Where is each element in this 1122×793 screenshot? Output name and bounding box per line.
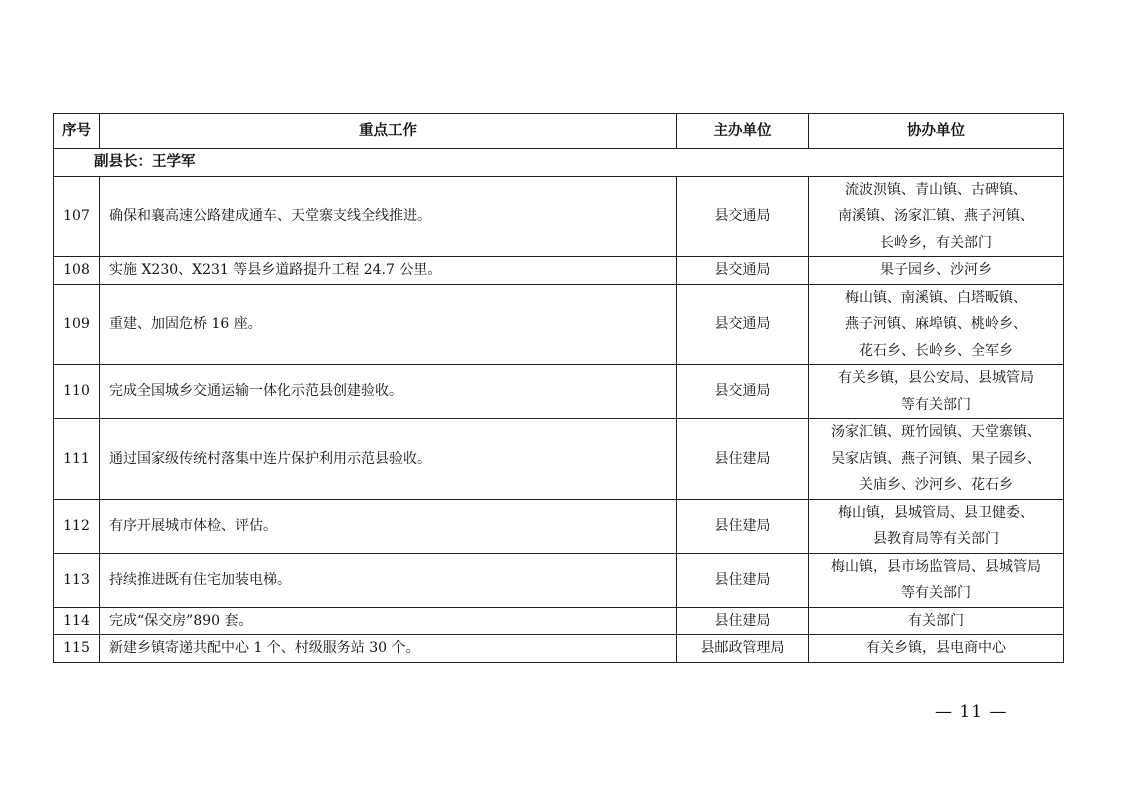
- row-assist-units: [809, 607, 1064, 635]
- row-assist-units: [809, 257, 1064, 285]
- assist-line: 燕子河镇、麻埠镇、桃岭乡、: [845, 316, 1027, 332]
- assist-line: 果子园乡、沙河乡: [880, 262, 992, 278]
- table-row: [54, 419, 1064, 500]
- row-assist-units: [809, 419, 1064, 500]
- row-number: 113: [54, 553, 100, 607]
- page-number: — 11 —: [935, 702, 1008, 722]
- row-number: 111: [54, 419, 100, 500]
- row-assist-units: [809, 499, 1064, 553]
- work-table: [53, 113, 1064, 663]
- header-no: 序号: [54, 114, 100, 149]
- assist-line: 吴家店镇、燕子河镇、果子园乡、: [831, 450, 1041, 467]
- row-lead-unit: 县住建局: [677, 419, 809, 500]
- assist-line: 梅山镇、南溪镇、白塔畈镇、: [845, 289, 1027, 306]
- row-assist-units: [809, 176, 1064, 257]
- table-row: [54, 635, 1064, 663]
- row-lead-unit: 县交通局: [677, 176, 809, 257]
- assist-line: 等有关部门: [901, 585, 971, 601]
- row-lead-unit: 县交通局: [677, 284, 809, 365]
- assist-line: 流波𬇙镇、青山镇、古碑镇、: [845, 181, 1027, 198]
- row-work: 新建乡镇寄递共配中心 1 个、村级服务站 30 个。: [100, 635, 677, 663]
- row-work: 确保和襄高速公路建成通车、天堂寨支线全线推进。: [100, 176, 677, 257]
- row-work: 实施 X230、X231 等县乡道路提升工程 24.7 公里。: [100, 257, 677, 285]
- row-assist-units: [809, 284, 1064, 365]
- table-row: [54, 607, 1064, 635]
- row-work: 重建、加固危桥 16 座。: [100, 284, 677, 365]
- header-assist: 协办单位: [809, 114, 1064, 149]
- assist-line: 梅山镇，县市场监管局、县城管局: [831, 558, 1041, 575]
- assist-line: 南溪镇、汤家汇镇、燕子河镇、: [838, 208, 1034, 224]
- assist-line: 县教育局等有关部门: [873, 531, 999, 547]
- row-lead-unit: 县住建局: [677, 499, 809, 553]
- assist-line: 有关乡镇，县电商中心: [866, 640, 1006, 656]
- table-header-row: [54, 114, 1064, 149]
- assist-line: 等有关部门: [901, 396, 971, 413]
- assist-line: 关庙乡、沙河乡、花石乡: [859, 477, 1013, 493]
- assist-line: 梅山镇，县城管局、县卫健委、: [838, 504, 1034, 521]
- table-row: [54, 176, 1064, 257]
- assist-line: 花石乡、长岭乡、全军乡: [859, 342, 1013, 359]
- table-row: [54, 284, 1064, 365]
- header-work: 重点工作: [100, 114, 677, 149]
- row-number: 115: [54, 635, 100, 663]
- assist-line: 有关部门: [908, 612, 964, 629]
- row-lead-unit: 县邮政管理局: [677, 635, 809, 663]
- table-row: [54, 553, 1064, 607]
- row-number: 107: [54, 176, 100, 257]
- row-number: 109: [54, 284, 100, 365]
- table-row: [54, 499, 1064, 553]
- group-label: 副县长：王学军: [54, 149, 1064, 177]
- row-number: 114: [54, 607, 100, 635]
- row-lead-unit: 县住建局: [677, 607, 809, 635]
- row-number: 108: [54, 257, 100, 285]
- row-work: 持续推进既有住宅加装电梯。: [100, 553, 677, 607]
- assist-line: 汤家汇镇、斑竹园镇、天堂寨镇、: [831, 424, 1041, 440]
- row-work: 通过国家级传统村落集中连片保护利用示范县验收。: [100, 419, 677, 500]
- group-row: [54, 149, 1064, 177]
- row-assist-units: [809, 553, 1064, 607]
- row-number: 112: [54, 499, 100, 553]
- row-work: 有序开展城市体检、评估。: [100, 499, 677, 553]
- row-lead-unit: 县交通局: [677, 257, 809, 285]
- row-lead-unit: 县住建局: [677, 553, 809, 607]
- row-assist-units: [809, 635, 1064, 663]
- row-number: 110: [54, 365, 100, 419]
- assist-line: 有关乡镇，县公安局、县城管局: [838, 370, 1034, 386]
- table-row: [54, 365, 1064, 419]
- row-lead-unit: 县交通局: [677, 365, 809, 419]
- table-row: [54, 257, 1064, 285]
- row-work: 完成“保交房”890 套。: [100, 607, 677, 635]
- header-lead: 主办单位: [677, 114, 809, 149]
- row-work: 完成全国城乡交通运输一体化示范县创建验收。: [100, 365, 677, 419]
- assist-line: 长岭乡，有关部门: [880, 234, 992, 251]
- row-assist-units: [809, 365, 1064, 419]
